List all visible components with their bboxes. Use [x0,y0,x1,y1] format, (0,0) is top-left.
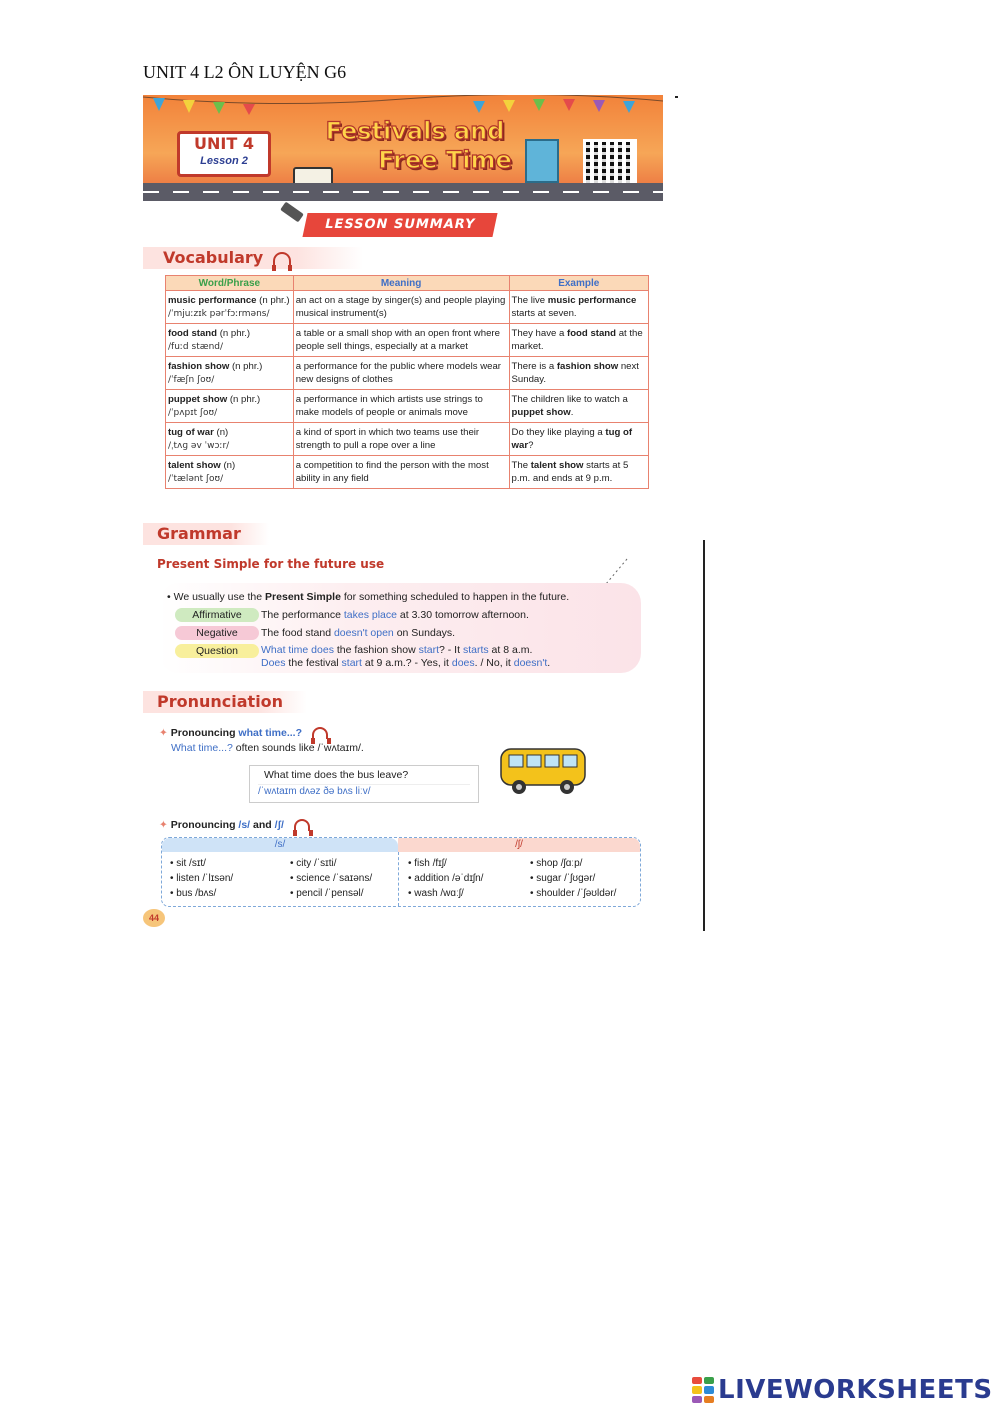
road-strip [143,183,663,201]
cell-word [166,324,294,357]
example-bold: food stand [567,328,617,339]
word-text: music performance [168,295,257,306]
grammar-intro-bold: Present Simple [265,591,341,603]
cell-meaning: a kind of sport in which two teams use their strength to pull a rope over a line [293,423,509,456]
unit-banner [143,95,663,201]
grammar-intro [167,591,569,603]
word-phonetic: /ˈfæʃn ʃoʊ/ [168,375,215,385]
vocabulary-table [165,275,649,489]
q2-text-2: at 9 a.m.? - Yes, it [361,657,452,669]
cell-example [509,324,648,357]
word-text: puppet show [168,394,228,405]
sound-word-item: • sit /sɪt/ [170,858,206,869]
word-text: tug of war [168,427,214,438]
table-row [166,390,649,423]
example-post: at the market. [511,328,643,352]
q2-verb: start [341,657,362,669]
grammar-intro-post: for something scheduled to happen in the future. [340,591,570,603]
table-row [166,291,649,324]
q2-yes: does [451,657,475,669]
example-pre: There is a [511,361,557,372]
example-bold: tug of war [511,427,633,451]
example-bold: music performance [547,295,637,306]
negative-example [261,627,455,639]
sound-word-item: • pencil /ˈpensəl/ [290,888,364,899]
banner-title-line2: Free Time [378,146,512,174]
pron2-pre: Pronouncing [170,819,239,831]
bunting-flags-icon [143,95,663,115]
sounds-divider [398,852,399,906]
vocabulary-table-header [166,276,649,291]
pron2-and: and [250,819,275,831]
bubble-sentence: What time does the bus leave? [264,769,409,781]
pron1-note-blue: What time...? [171,742,233,754]
pron1-pre: Pronouncing [170,727,239,739]
example-bubble [249,765,479,803]
table-row [166,324,649,357]
q2-aux: Does [261,657,286,669]
example-bold: fashion show [556,361,619,372]
sound-word-item: • sugar /ˈʃʊɡər/ [530,873,596,884]
banner-title-line1: Festivals and [325,117,505,145]
word-phonetic: /ˈpʌpɪt ʃoʊ/ [168,408,218,418]
word-text: fashion show [168,361,230,372]
grammar-intro-pre: • We usually use the [167,591,266,603]
example-pre: The children like to watch a [511,394,628,405]
q2-text-1: the festival [285,657,342,669]
q1-text-3: at 8 a.m. [488,644,533,656]
word-pos: (n phr.) [229,361,263,372]
sound-word-item: • science /ˈsaɪəns/ [290,873,373,884]
liveworksheets-logo [692,1374,993,1406]
example-pre: The [511,460,531,471]
cell-example [509,423,648,456]
sound-word-item: • fish /fɪʃ/ [408,858,447,869]
lesson-summary-label: LESSON SUMMARY [302,213,497,237]
table-row [166,423,649,456]
example-post: ? [528,440,534,451]
example-bold: talent show [530,460,584,471]
word-pos: (n) [213,427,229,438]
sounds-box [161,837,641,907]
cell-meaning: a table or a small shop with an open front where people sell things, especially at a market [293,324,509,357]
q2-no: doesn't [513,657,548,669]
word-phonetic: /ˈmjuːzɪk pərˈfɔːrməns/ [168,309,270,319]
q1-answer-verb: starts [462,644,489,656]
sound-word-item: • addition /əˈdɪʃn/ [408,873,484,884]
grammar-heading: Grammar [143,523,269,545]
word-text: food stand [168,328,218,339]
vocabulary-heading [143,247,363,269]
question-example-1 [261,644,532,656]
liveworksheets-mark-icon [692,1377,714,1403]
grammar-subheading: Present Simple for the future use [157,557,385,571]
cell-example [509,456,648,489]
table-row [166,456,649,489]
sound-word-item: • city /ˈsɪti/ [290,858,337,869]
cell-word [166,456,294,489]
cell-meaning: an act on a stage by singer(s) and people playing musical instrument(s) [293,291,509,324]
cell-word [166,423,294,456]
example-pre: The live [511,295,548,306]
negative-text-2: on Sundays. [393,627,456,639]
q2-text-3: . / No, it [474,657,514,669]
cell-example [509,357,648,390]
example-bold: puppet show [511,407,571,418]
pronunciation-item-2 [159,819,310,831]
cell-word [166,390,294,423]
word-phonetic: /fuːd stænd/ [168,342,224,352]
q1-verb: start [418,644,440,656]
q1-wh: What time does [261,644,334,656]
cell-word [166,291,294,324]
sound-word-item: • listen /ˈlɪsən/ [170,873,234,884]
pron2-sh: /ʃ/ [274,819,284,831]
question-example-2 [261,657,550,669]
sound-word-item: • bus /bʌs/ [170,888,217,899]
example-post: next Sunday. [511,361,639,385]
vocabulary-heading-text: Vocabulary [163,248,264,267]
table-row [166,357,649,390]
scanned-page [143,95,675,931]
affirmative-text-2: at 3.30 tomorrow afternoon. [397,609,529,621]
scan-edge-right [703,540,705,931]
example-post: . [570,407,574,418]
pronunciation-item-1 [159,727,328,739]
word-pos: (n phr.) [217,328,251,339]
liveworksheets-wordmark: LIVEWORKSHEETS [718,1375,993,1405]
column-header-word: Word/Phrase [166,276,294,291]
headphones-icon [294,819,310,831]
market-stall-icon [525,139,559,183]
example-pre: Do they like playing a [511,427,606,438]
word-pos: (n phr.) [227,394,261,405]
cell-meaning: a performance for the public where models wear new designs of clothes [293,357,509,390]
affirmative-example [261,609,529,621]
word-phonetic: /ˌtʌɡ əv ˈwɔːr/ [168,441,230,451]
bubble-phonetic: /ˈwʌtaɪm dʌəz ðə bʌs liːv/ [258,784,470,797]
pronunciation-heading: Pronunciation [143,691,307,713]
lesson-number: Lesson 2 [200,155,248,167]
cell-example [509,390,648,423]
sound-word-item: • wash /wɑːʃ/ [408,888,464,899]
pron1-note-text: often sounds like /ˈwʌtaɪm/. [232,742,364,754]
word-phonetic: /ˈtælənt ʃoʊ/ [168,474,224,484]
example-post: starts at seven. [511,308,577,319]
column-header-meaning: Meaning [293,276,509,291]
q1-text-1: the fashion show [333,644,419,656]
negative-tag: Negative [175,626,259,640]
school-bus-icon [495,741,591,799]
word-pos: (n phr.) [256,295,290,306]
example-pre: They have a [511,328,567,339]
cell-meaning: a competition to find the person with the most ability in any field [293,456,509,489]
question-tag: Question [175,644,259,658]
page-number: 44 [143,909,165,927]
q1-text-2: ? - It [439,644,463,656]
bullet-dot-icon: ✦ [159,819,168,831]
sound-word-item: • shoulder /ˈʃəʊldər/ [530,888,617,899]
unit-label-box [177,131,271,177]
cell-word [166,357,294,390]
bullet-dot-icon: ✦ [159,727,168,739]
cell-meaning: a performance in which artists use strings to make models of people or animals move [293,390,509,423]
pron1-target: what time...? [238,727,302,739]
word-text: talent show [168,460,221,471]
negative-text-1: The food stand [261,627,334,639]
example-post: starts at 5 p.m. and ends at 9 p.m. [511,460,629,484]
pron2-s: /s/ [238,819,251,831]
affirmative-verb: takes place [343,609,397,621]
negative-verb: doesn't open [333,627,394,639]
unit-number: UNIT 4 [194,134,254,153]
affirmative-text-1: The performance [261,609,344,621]
column-header-example: Example [509,276,648,291]
pronunciation-note-1 [171,742,364,754]
word-pos: (n) [220,460,236,471]
sound-word-item: • shop /ʃɑːp/ [530,858,583,869]
cell-example [509,291,648,324]
headphones-icon [312,727,328,739]
pencil-icon [280,202,304,223]
sh-sound-header: /ʃ/ [398,838,640,852]
q2-text-4: . [547,657,551,669]
affirmative-tag: Affirmative [175,608,259,622]
headphones-icon [273,252,291,266]
s-sound-header: /s/ [162,838,398,852]
document-title: UNIT 4 L2 ÔN LUYỆN G6 [143,62,347,82]
